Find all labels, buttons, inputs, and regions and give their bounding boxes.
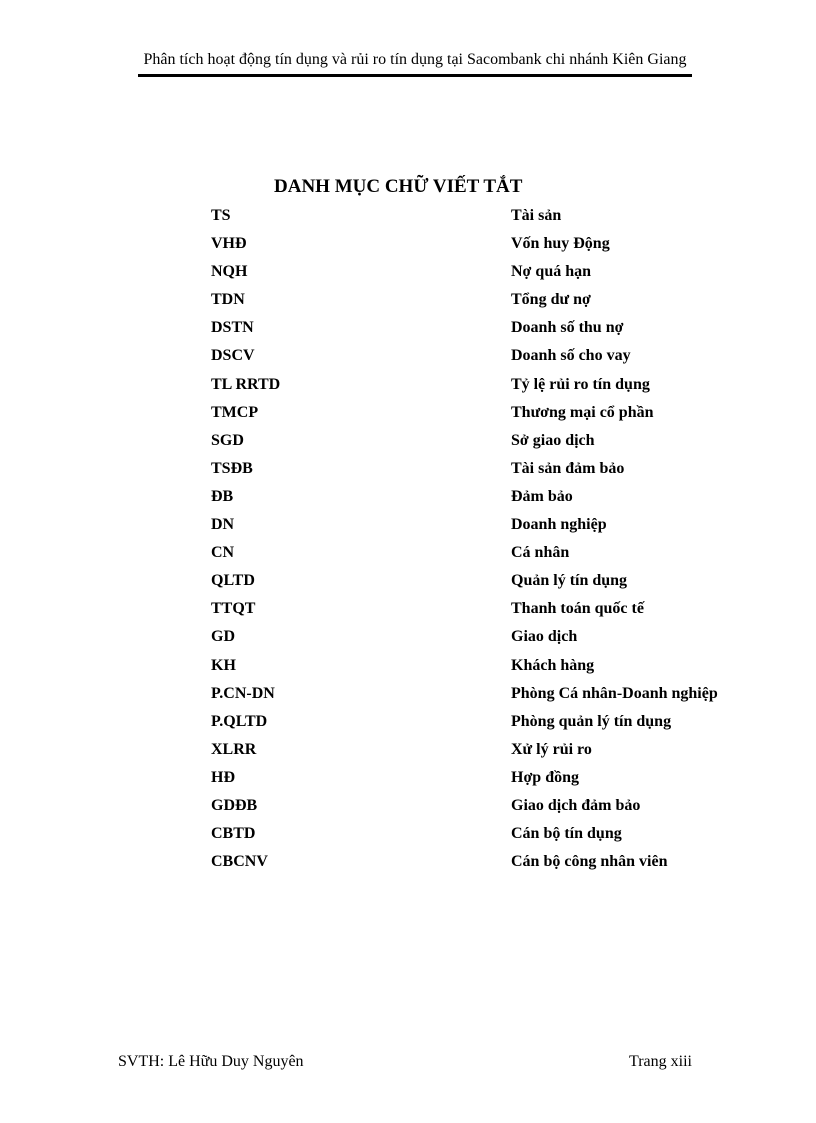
abbreviation-term: CBCNV [211,853,268,871]
abbreviation-meaning: Quản lý tín dụng [511,572,628,590]
abbreviation-row [211,232,771,260]
abbreviation-meaning: Hợp đồng [511,768,579,786]
abbreviation-term: TL RRTD [211,375,281,393]
abbreviation-term: GD [211,628,235,646]
abbreviation-row [211,457,771,485]
abbreviation-term: DSCV [211,347,255,365]
abbreviation-term: QLTD [211,572,255,590]
abbreviation-term: ĐB [211,487,234,505]
abbreviation-meaning: Nợ quá hạn [511,263,592,281]
abbreviation-row [211,513,771,541]
abbreviation-term: HĐ [211,768,235,786]
abbreviation-term: TTQT [211,600,256,618]
abbreviation-row [211,822,771,850]
abbreviation-term: CN [211,544,235,562]
abbreviation-term: VHĐ [211,235,247,253]
abbreviation-term: SGD [211,431,244,449]
abbreviation-term: TS [211,207,231,224]
abbreviation-term: TMCP [211,403,259,421]
abbreviation-row [211,625,771,653]
abbreviation-term: GDĐB [211,796,258,814]
abbreviation-meaning: Phòng quản lý tín dụng [511,712,672,730]
abbreviation-row [211,288,771,316]
abbreviation-term: DSTN [211,319,254,337]
abbreviation-row [211,401,771,429]
abbreviation-row [211,316,771,344]
abbreviation-meaning: Sở giao dịch [511,431,595,449]
abbreviation-meaning: Doanh số cho vay [511,347,631,365]
abbreviation-row [211,738,771,766]
abbreviation-row [211,682,771,710]
abbreviation-row [211,260,771,288]
abbreviation-row [211,373,771,401]
abbreviation-meaning: Cá nhân [511,544,570,562]
abbreviation-meaning: Tài sản đảm bảo [511,459,625,477]
abbreviation-meaning: Thương mại cổ phần [511,403,654,421]
abbreviation-meaning: Tổng dư nợ [511,291,591,309]
abbreviation-meaning: Cán bộ tín dụng [511,825,622,843]
abbreviation-row [211,710,771,738]
abbreviation-meaning: Đảm bảo [511,487,573,505]
page-title: DANH MỤC CHỮ VIẾT TẮT [274,176,523,197]
abbreviation-meaning: Khách hàng [511,656,595,674]
abbreviation-row [211,794,771,822]
abbreviation-meaning: Doanh số thu nợ [511,319,624,337]
abbreviation-row [211,344,771,372]
abbreviation-row [211,654,771,682]
abbreviation-meaning: Tỷ lệ rủi ro tín dụng [511,375,650,393]
abbreviation-row [211,485,771,513]
abbreviation-meaning: Vốn huy Động [511,235,610,253]
abbreviation-meaning: Giao dịch [511,628,578,646]
abbreviation-term: P.CN-DN [211,684,275,702]
abbreviation-term: TDN [211,291,245,309]
abbreviation-term: TSĐB [211,459,253,477]
abbreviation-list [211,204,771,878]
footer-author: SVTH: Lê Hữu Duy Nguyên [118,1053,304,1070]
abbreviation-term: NQH [211,263,248,281]
abbreviation-term: KH [211,656,236,674]
abbreviation-meaning: Giao dịch đảm bảo [511,796,641,814]
abbreviation-meaning: Cán bộ công nhân viên [511,853,668,871]
abbreviation-row [211,541,771,569]
abbreviation-row [211,597,771,625]
abbreviation-row [211,429,771,457]
abbreviation-term: CBTD [211,825,256,843]
abbreviation-meaning: Thanh toán quốc tế [511,600,644,618]
footer-page-number: Trang xiii [629,1053,692,1070]
abbreviation-meaning: Xử lý rủi ro [511,740,592,758]
abbreviation-term: DN [211,516,235,534]
abbreviation-meaning: Doanh nghiệp [511,516,607,534]
abbreviation-row [211,850,771,878]
page-header: Phân tích hoạt động tín dụng và rủi ro tín dụng tại Sacombank chi nhánh Kiên Giang [143,51,687,68]
abbreviation-meaning: Phòng Cá nhân-Doanh nghiệp [511,684,718,702]
abbreviation-row [211,569,771,597]
abbreviation-row [211,204,771,232]
abbreviation-meaning: Tài sản [511,207,562,224]
header-rule [138,74,692,77]
abbreviation-row [211,766,771,794]
abbreviation-term: XLRR [211,740,257,758]
abbreviation-term: P.QLTD [211,712,268,730]
